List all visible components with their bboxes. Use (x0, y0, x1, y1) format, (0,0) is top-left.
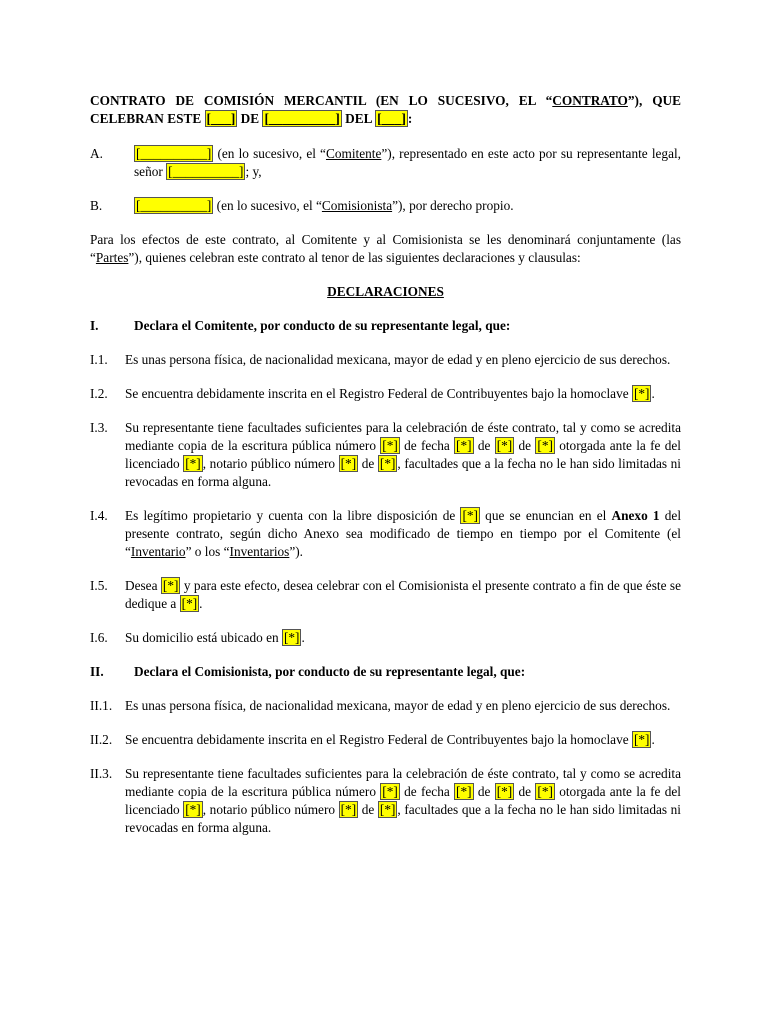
contract-page (90, 92, 681, 837)
placeholder-field: [*] (181, 596, 198, 611)
placeholder-field: [*] (379, 456, 396, 471)
declaration-item (90, 629, 681, 647)
party-label: A. (90, 146, 103, 161)
placeholder-field: [*] (633, 386, 650, 401)
placeholder-field: [*] (382, 438, 398, 453)
text: , facultades que a la fecha no le han sido limitadas ni revocadas en forma alguna. (125, 802, 681, 835)
declaration-item (90, 697, 681, 715)
text: de (358, 456, 378, 471)
text: Para los efectos de este contrato, al Comitente y al Comisionista se les denominará conjuntamente (las “ (90, 232, 681, 265)
blank-field: [__________] (136, 146, 212, 161)
text: de (473, 784, 495, 799)
item-label: I.2. (90, 386, 108, 401)
blank-field: [__________] (168, 164, 244, 179)
text: , notario público número (202, 802, 339, 817)
party-a (90, 145, 681, 181)
text: . (651, 732, 655, 747)
item-label: I.6. (90, 630, 108, 645)
text: Se encuentra debidamente inscrita en el Registro Federal de Contribuyentes bajo la homoclave (125, 732, 632, 747)
text: Su representante tiene facultades suficientes para la celebración de éste contrato, tal y como se acredita mediante copia de la escritura pública número (125, 766, 681, 799)
declaraciones-heading: DECLARACIONES (327, 284, 444, 299)
declaration-item (90, 419, 681, 491)
section-label: I. (90, 318, 99, 333)
blank-field: [___] (377, 111, 406, 126)
placeholder-field: [*] (633, 732, 650, 747)
defined-term: Comisionista (321, 198, 393, 213)
party-text (134, 145, 681, 181)
blank-field: [__________] (136, 198, 212, 213)
text: que se enuncian en el (479, 508, 612, 523)
item-text (125, 765, 681, 837)
placeholder-field: [*] (340, 802, 357, 817)
placeholder-field: [*] (185, 456, 201, 471)
placeholder-field: [*] (456, 784, 472, 799)
placeholder-field: [*] (462, 508, 478, 523)
text: de (473, 438, 495, 453)
text: Desea (125, 578, 161, 593)
declaration-item (90, 577, 681, 613)
title-text: DEL (341, 111, 376, 126)
text: ”), representado en este acto por su representante legal, señor (134, 146, 681, 179)
item-text (125, 507, 681, 561)
text: Su domicilio está ubicado en (125, 630, 282, 645)
placeholder-field: [*] (456, 438, 472, 453)
text: , notario público número (202, 456, 339, 471)
placeholder-field: [*] (537, 438, 553, 453)
contract-title (90, 92, 681, 128)
item-label: II.3. (90, 766, 113, 781)
item-text (125, 577, 681, 613)
title-text: ”), QUE CELEBRAN ESTE (90, 93, 682, 126)
placeholder-field: [*] (379, 802, 396, 817)
item-text: Es unas persona física, de nacionalidad mexicana, mayor de edad y en pleno ejercicio de sus derechos. (125, 352, 671, 367)
party-label: B. (90, 198, 103, 213)
text: de fecha (399, 438, 455, 453)
defined-term: Inventario (130, 544, 186, 559)
placeholder-field: [*] (283, 630, 300, 645)
item-text (125, 629, 681, 647)
placeholder-field: [*] (496, 438, 513, 453)
defined-term: Inventarios (229, 544, 290, 559)
text: y para este efecto, desea celebrar con el Comisionista el presente contrato a fin de que éste se dedique a (125, 578, 681, 611)
defined-term: Comitente (325, 146, 382, 161)
title-text: : (407, 111, 413, 126)
section-label: II. (90, 664, 104, 679)
text: Se encuentra debidamente inscrita en el Registro Federal de Contribuyentes bajo la homoclave (125, 386, 632, 401)
text: de fecha (399, 784, 455, 799)
item-label: II.1. (90, 698, 113, 713)
item-label: I.1. (90, 352, 108, 367)
declaration-item (90, 731, 681, 749)
placeholder-field: [*] (185, 802, 201, 817)
placeholder-field: [*] (162, 578, 179, 593)
text: ”), por derecho propio. (392, 198, 514, 213)
section-heading (90, 663, 681, 681)
declaration-item (90, 385, 681, 403)
text: Es legítimo propietario y cuenta con la libre disposición de (125, 508, 461, 523)
section-title: Declara el Comitente, por conducto de su representante legal, que: (134, 318, 511, 333)
defined-term: Partes (95, 250, 129, 265)
section-title: Declara el Comisionista, por conducto de su representante legal, que: (134, 664, 526, 679)
text: de (358, 802, 378, 817)
item-text (125, 385, 681, 403)
declaration-item (90, 765, 681, 837)
text: (en lo sucesivo, el “ (213, 146, 326, 161)
party-text (134, 197, 681, 215)
text: ”), quienes celebran este contrato al tenor de las siguientes declaraciones y clausulas: (128, 250, 581, 265)
blank-field: [___] (206, 111, 236, 126)
text: otorgada ante la fe del licenciado (125, 438, 681, 471)
text: del presente contrato, según dicho Anexo sea modificado de tiempo en tiempo por el Comitente (el “ (125, 508, 682, 559)
item-text: Es unas persona física, de nacionalidad mexicana, mayor de edad y en pleno ejercicio de sus derechos. (125, 698, 671, 713)
placeholder-field: [*] (340, 456, 357, 471)
item-label: I.3. (90, 420, 108, 435)
text: . (199, 596, 203, 611)
title-text: CONTRATO DE COMISIÓN MERCANTIL (EN LO SUCESIVO, EL “ (90, 93, 553, 108)
item-text (125, 419, 681, 491)
intro-paragraph (90, 231, 681, 267)
text: , facultades que a la fecha no le han sido limitadas ni revocadas en forma alguna. (125, 456, 681, 489)
placeholder-field: [*] (496, 784, 513, 799)
item-label: I.5. (90, 578, 108, 593)
placeholder-field: [*] (382, 784, 398, 799)
text: Su representante tiene facultades suficientes para la celebración de éste contrato, tal y como se acredita mediante copia de la escritura pública número (125, 420, 681, 453)
text: . (651, 386, 655, 401)
text: ; y, (245, 164, 262, 179)
title-text: DE (237, 111, 263, 126)
text: ”). (289, 544, 303, 559)
title-contrato-term: CONTRATO (552, 93, 628, 108)
text: otorgada ante la fe del licenciado (125, 784, 681, 817)
party-b (90, 197, 681, 215)
placeholder-field: [*] (537, 784, 553, 799)
anexo-reference: Anexo 1 (611, 508, 660, 523)
section-heading (90, 317, 681, 335)
text: (en lo sucesivo, el “ (213, 198, 322, 213)
blank-field: [__________] (264, 111, 340, 126)
text: ” o los “ (185, 544, 230, 559)
text: . (301, 630, 305, 645)
declaration-item (90, 351, 681, 369)
item-text (125, 731, 681, 749)
item-label: II.2. (90, 732, 113, 747)
text: de (514, 438, 536, 453)
item-label: I.4. (90, 508, 108, 523)
declaration-item (90, 507, 681, 561)
text: de (514, 784, 536, 799)
